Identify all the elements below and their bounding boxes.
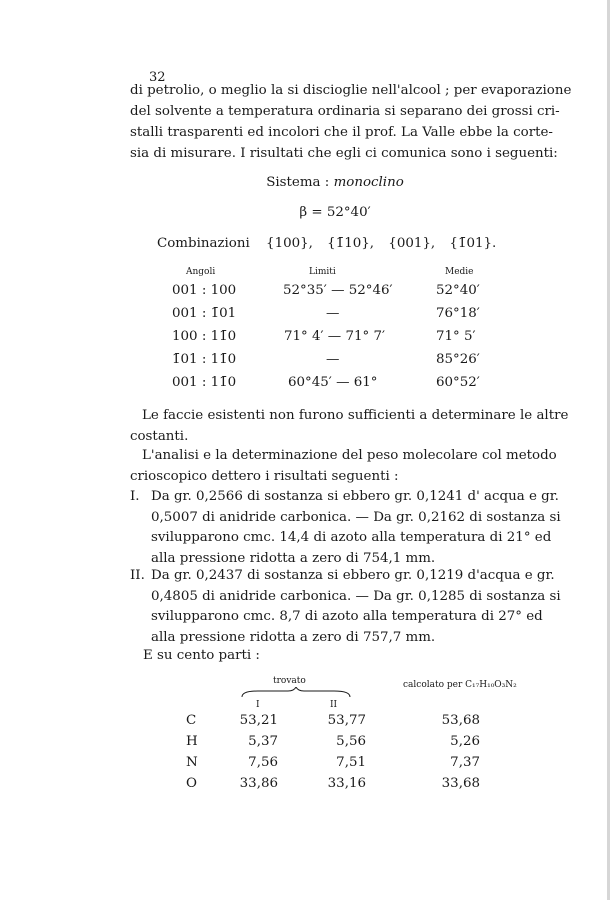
value-cell: 7,56	[248, 755, 278, 770]
element-cell: H	[186, 734, 198, 749]
text-line: Da gr. 0,2437 di sostanza si ebbero gr. 0,1219 d'acqua e gr.	[151, 568, 555, 583]
mean-cell: 85°26′	[436, 352, 480, 367]
form: {1̄01}.	[449, 236, 497, 251]
value-cell: 7,51	[336, 755, 366, 770]
combinations	[157, 236, 506, 251]
value-cell: 5,26	[450, 734, 480, 749]
combinations-label: Combinazioni	[157, 236, 250, 251]
header-medie: Medie	[445, 267, 474, 277]
value-cell: 5,56	[336, 734, 366, 749]
angle-cell: 001 : 11̄0	[172, 375, 237, 390]
angle-cell: 1̄01 : 11̄0	[172, 352, 237, 367]
beta-angle: β = 52°40′	[299, 205, 371, 220]
text-line: crioscopico dettero i risultati seguenti :	[130, 469, 399, 484]
mean-cell: 71° 5′	[436, 329, 476, 344]
col-I-header: I	[256, 700, 260, 710]
element-cell: C	[186, 713, 197, 728]
element-cell: N	[186, 755, 198, 770]
angle-cell: 001 : 100	[172, 283, 237, 298]
system-label: Sistema :	[266, 175, 330, 190]
text-line: Le faccie esistenti non furono sufficienti a determinare le altre	[142, 408, 569, 423]
analysis-item-2	[130, 566, 561, 648]
faces-paragraph	[130, 405, 569, 447]
calcolato-header: calcolato per C₁₇H₁₀O₃N₂	[403, 680, 517, 690]
text-line: costanti.	[130, 429, 189, 444]
item-number: II.	[130, 568, 145, 583]
analysis-item-1	[130, 487, 561, 569]
text-line: stalli trasparenti ed incolori che il prof. La Valle ebbe la corte-	[130, 125, 553, 140]
value-cell: 53,21	[239, 713, 278, 728]
text-line: sia di misurare. I risultati che egli ci comunica sono i seguenti:	[130, 146, 558, 161]
intro-paragraph	[130, 80, 572, 164]
item-body	[151, 566, 561, 648]
text-line: L'analisi e la determinazione del peso molecolare col metodo	[142, 448, 557, 463]
trovato-header: trovato	[273, 676, 306, 686]
form: {100},	[266, 236, 313, 251]
mean-cell: 52°40′	[436, 283, 480, 298]
text-line: di petrolio, o meglio la si discioglie nell'alcool ; per evaporazione	[130, 83, 572, 98]
angle-cell: 100 : 11̄0	[172, 329, 237, 344]
text-line: del solvente a temperatura ordinaria si separano dei grossi cri-	[130, 104, 560, 119]
angle-cell: 001 : 1̄01	[172, 306, 237, 321]
page-number: 32	[149, 70, 166, 85]
text-line: 0,5007 di anidride carbonica. — Da gr. 0,2162 di sostanza si	[151, 509, 561, 525]
value-cell: 53,77	[327, 713, 366, 728]
text-line: svilupparono cmc. 8,7 di azoto alla temperatura di 27° ed	[151, 609, 543, 624]
brace-icon	[240, 687, 352, 699]
analysis-paragraph	[130, 445, 557, 487]
value-cell: 33,68	[441, 776, 480, 791]
text-line: svilupparono cmc. 14,4 di azoto alla temperatura di 21° ed	[151, 530, 552, 545]
limits-cell: 60°45′ — 61°	[288, 375, 378, 390]
mean-cell: 60°52′	[436, 375, 480, 390]
element-cell: O	[186, 776, 197, 791]
value-cell: 33,16	[327, 776, 366, 791]
form: {001},	[388, 236, 436, 251]
col-II-header: II	[330, 700, 338, 710]
cento-parti: E su cento parti :	[143, 648, 260, 663]
item-number: I.	[130, 489, 140, 504]
text-line: 0,4805 di anidride carbonica. — Da gr. 0,1285 di sostanza si	[151, 588, 561, 604]
text-line: alla pressione ridotta a zero di 754,1 mm.	[151, 550, 436, 566]
system-value: monoclino	[333, 175, 404, 190]
crystal-system	[130, 175, 540, 190]
text-line: alla pressione ridotta a zero di 757,7 mm.	[151, 629, 436, 645]
limits-cell: 71° 4′ — 71° 7′	[284, 329, 386, 344]
mean-cell: 76°18′	[436, 306, 480, 321]
limits-cell: —	[326, 306, 340, 321]
text-line: Da gr. 0,2566 di sostanza si ebbero gr. 0,1241 d' acqua e gr.	[151, 489, 559, 504]
form: {1̄10},	[327, 236, 375, 251]
value-cell: 7,37	[450, 755, 480, 770]
value-cell: 53,68	[441, 713, 480, 728]
limits-cell: —	[326, 352, 340, 367]
value-cell: 33,86	[239, 776, 278, 791]
header-limiti: Limiti	[309, 267, 336, 277]
header-angoli: Angoli	[186, 267, 216, 277]
item-body	[151, 487, 561, 569]
value-cell: 5,37	[248, 734, 278, 749]
limits-cell: 52°35′ — 52°46′	[283, 283, 393, 298]
